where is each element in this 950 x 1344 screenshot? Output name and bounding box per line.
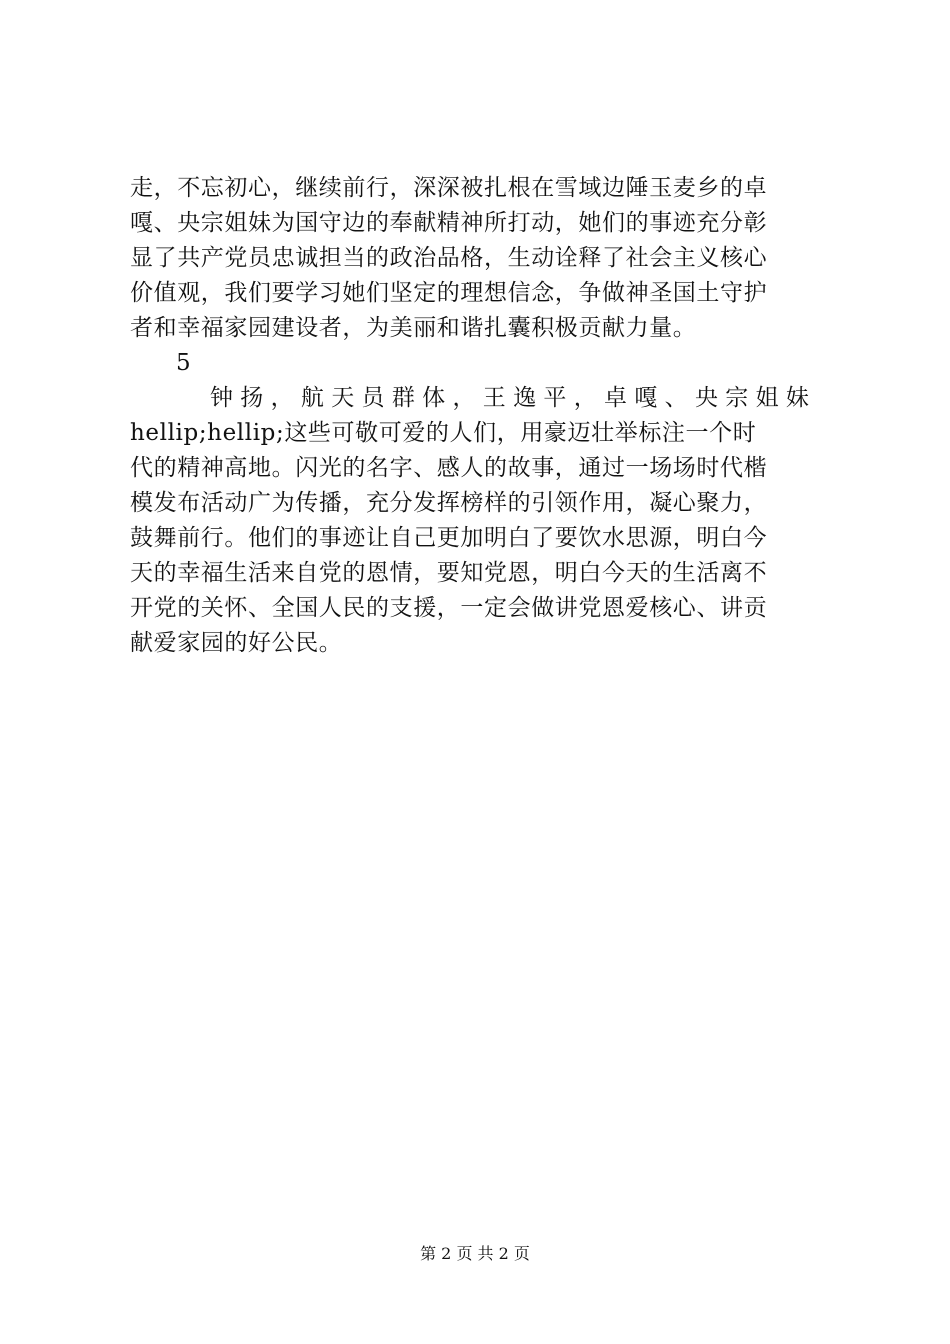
text-line: 钟 扬 ， 航 天 员 群 体 ， 王 逸 平 ， 卓 嘎 、 央 宗 姐 妹 — [210, 385, 809, 411]
text-line: 鼓舞前行。他们的事迹让自己更加明白了要饮水思源，明白今 — [130, 525, 768, 551]
page-footer: 第 2 页 共 2 页 — [420, 1244, 530, 1263]
text-line: 显了共产党员忠诚担当的政治品格，生动诠释了社会主义核心 — [130, 245, 768, 271]
text-line: 天的幸福生活来自党的恩情，要知党恩，明白今天的生活离不 — [130, 560, 768, 586]
text-line: 开党的关怀、全国人民的支援，一定会做讲党恩爱核心、讲贡 — [130, 595, 768, 621]
text-line: 献爱家园的好公民。 — [130, 630, 343, 656]
text-line: 价值观，我们要学习她们坚定的理想信念，争做神圣国土守护 — [130, 280, 768, 306]
text-line: hellip;hellip;这些可敬可爱的人们，用豪迈壮举标注一个时 — [130, 420, 757, 446]
document-body — [130, 171, 830, 661]
section-number: 5 — [176, 350, 192, 376]
text-line: 嘎、央宗姐妹为国守边的奉献精神所打动，她们的事迹充分彰 — [130, 210, 768, 236]
text-line: 模发布活动广为传播，充分发挥榜样的引领作用，凝心聚力， — [130, 490, 768, 516]
text-line: 代的精神高地。闪光的名字、感人的故事，通过一场场时代楷 — [130, 455, 768, 481]
paragraph-2 — [130, 381, 830, 661]
paragraph-1 — [130, 171, 830, 346]
text-line: 走，不忘初心，继续前行，深深被扎根在雪域边陲玉麦乡的卓 — [130, 175, 768, 201]
text-line: 者和幸福家园建设者，为美丽和谐扎囊积极贡献力量。 — [130, 315, 697, 341]
